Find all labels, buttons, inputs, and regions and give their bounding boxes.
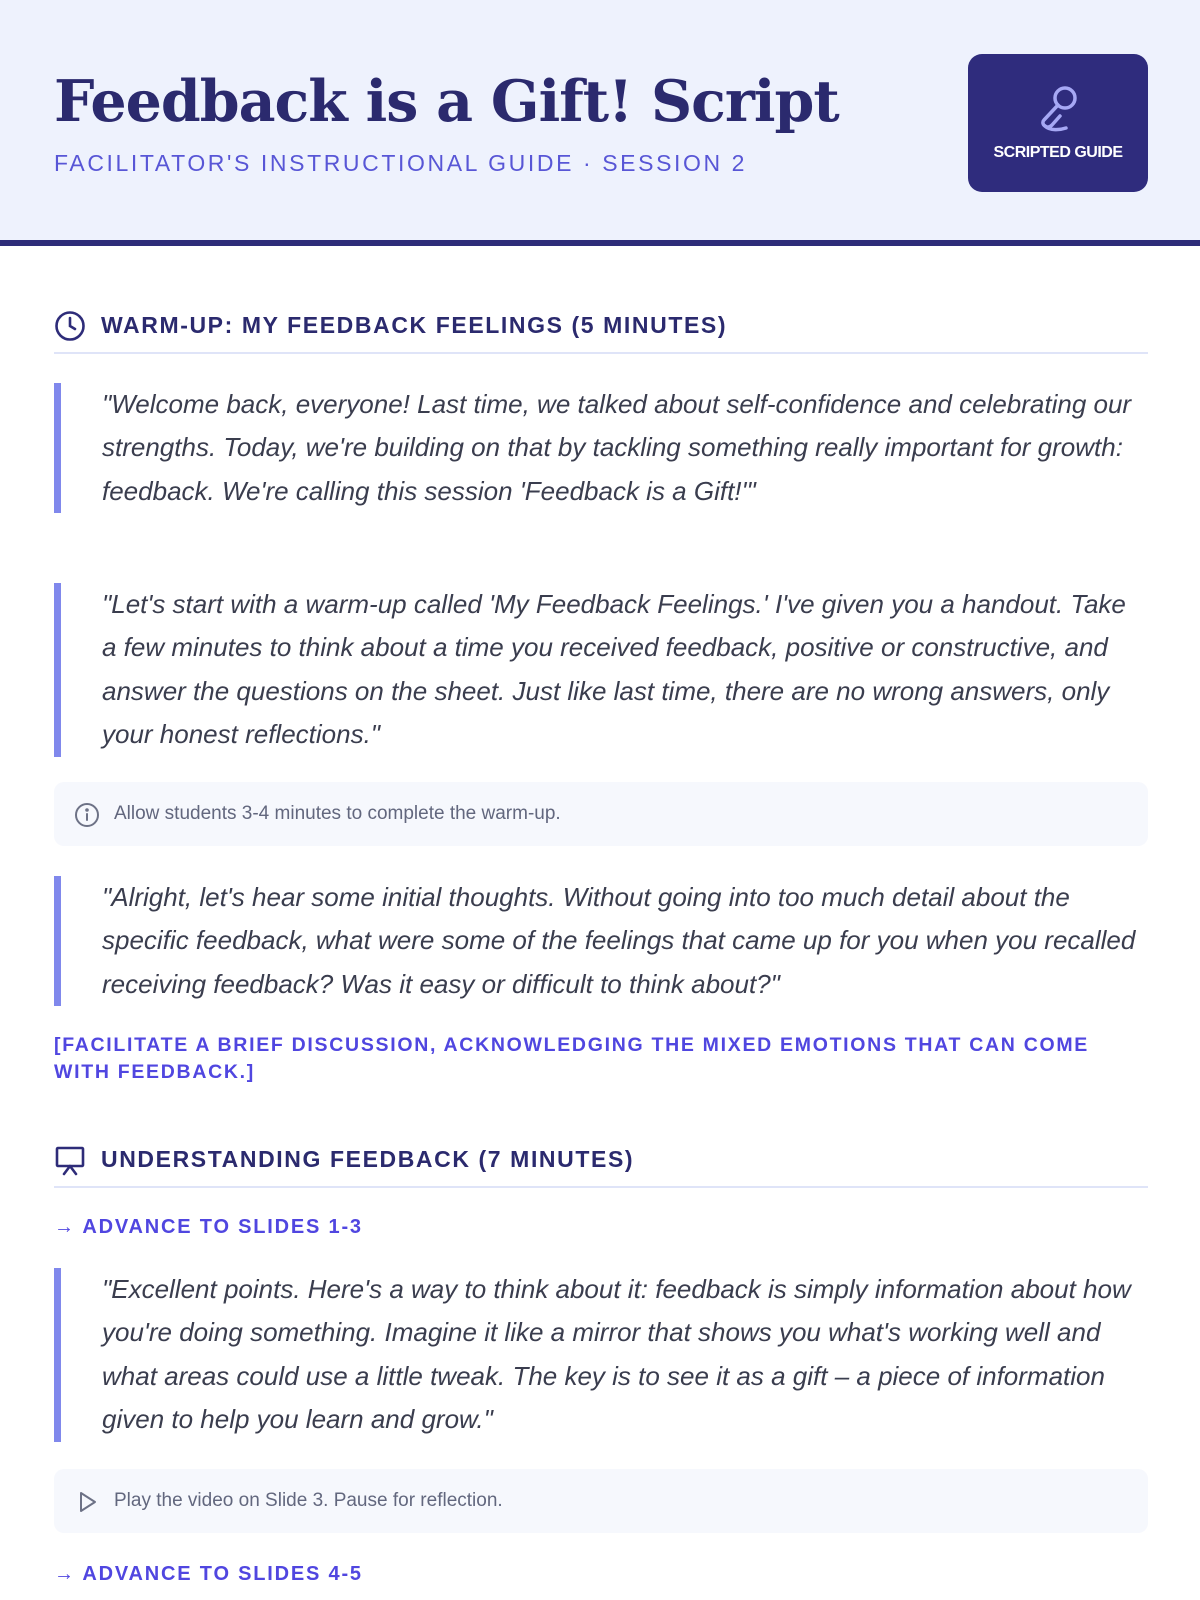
script-quote: "Alright, let's hear some initial thoughts. Without going into too much detail about the specific feedback, what were some of the feelings that came up for you when you recalled receiving feedback? Was it easy or difficult to think about?" — [54, 876, 1148, 1006]
section-title: WARM-UP: MY FEEDBACK FEELINGS (5 MINUTES) — [101, 312, 728, 338]
stage-direction: [FACILITATE A BRIEF DISCUSSION, ACKNOWLEDGING THE MIXED EMOTIONS THAT CAN COME WITH FEEDBACK.] — [54, 1034, 1089, 1083]
facilitator-note — [54, 1469, 1148, 1533]
section-heading-warm-up — [54, 298, 1148, 354]
advance-slides-cue: → ADVANCE TO SLIDES 1-3 — [54, 1216, 363, 1238]
script-quote: "Welcome back, everyone! Last time, we talked about self-confidence and celebrating our strengths. Today, we're building on that by tackling something really important for growth: feedback. We're calling this session 'Feedback is a Gift!'" — [54, 383, 1148, 513]
scripted-guide-badge — [968, 54, 1148, 192]
microphone-icon — [1036, 84, 1080, 134]
page-header — [0, 0, 1200, 246]
script-quote: "Excellent points. Here's a way to think about it: feedback is simply information about how you're doing something. Imagine it like a mirror that shows you what's working well and what areas could use a little tweak. The key is to see it as a gift – a piece of information given to help you learn and grow." — [54, 1268, 1148, 1442]
info-icon — [74, 802, 100, 828]
badge-label: SCRIPTED GUIDE — [993, 144, 1123, 161]
clock-icon — [54, 310, 86, 342]
play-icon — [74, 1489, 100, 1515]
page-subtitle: FACILITATOR'S INSTRUCTIONAL GUIDE · SESSION 2 — [54, 150, 748, 176]
section-heading-understanding-feedback — [54, 1132, 1148, 1188]
presentation-icon — [54, 1144, 86, 1176]
page-title: Feedback is a Gift! Script — [54, 68, 839, 135]
facilitator-note — [54, 782, 1148, 846]
section-title: UNDERSTANDING FEEDBACK (7 MINUTES) — [101, 1146, 635, 1172]
note-text: Allow students 3-4 minutes to complete the warm-up. — [114, 803, 561, 824]
script-quote: "Let's start with a warm-up called 'My Feedback Feelings.' I've given you a handout. Take a few minutes to think about a time you received feedback, positive or constructive, and answer the questions on the sheet. Just like last time, there are no wrong answers, only your honest reflections." — [54, 583, 1148, 757]
note-text: Play the video on Slide 3. Pause for reflection. — [114, 1490, 503, 1511]
advance-slides-cue: → ADVANCE TO SLIDES 4-5 — [54, 1563, 363, 1585]
